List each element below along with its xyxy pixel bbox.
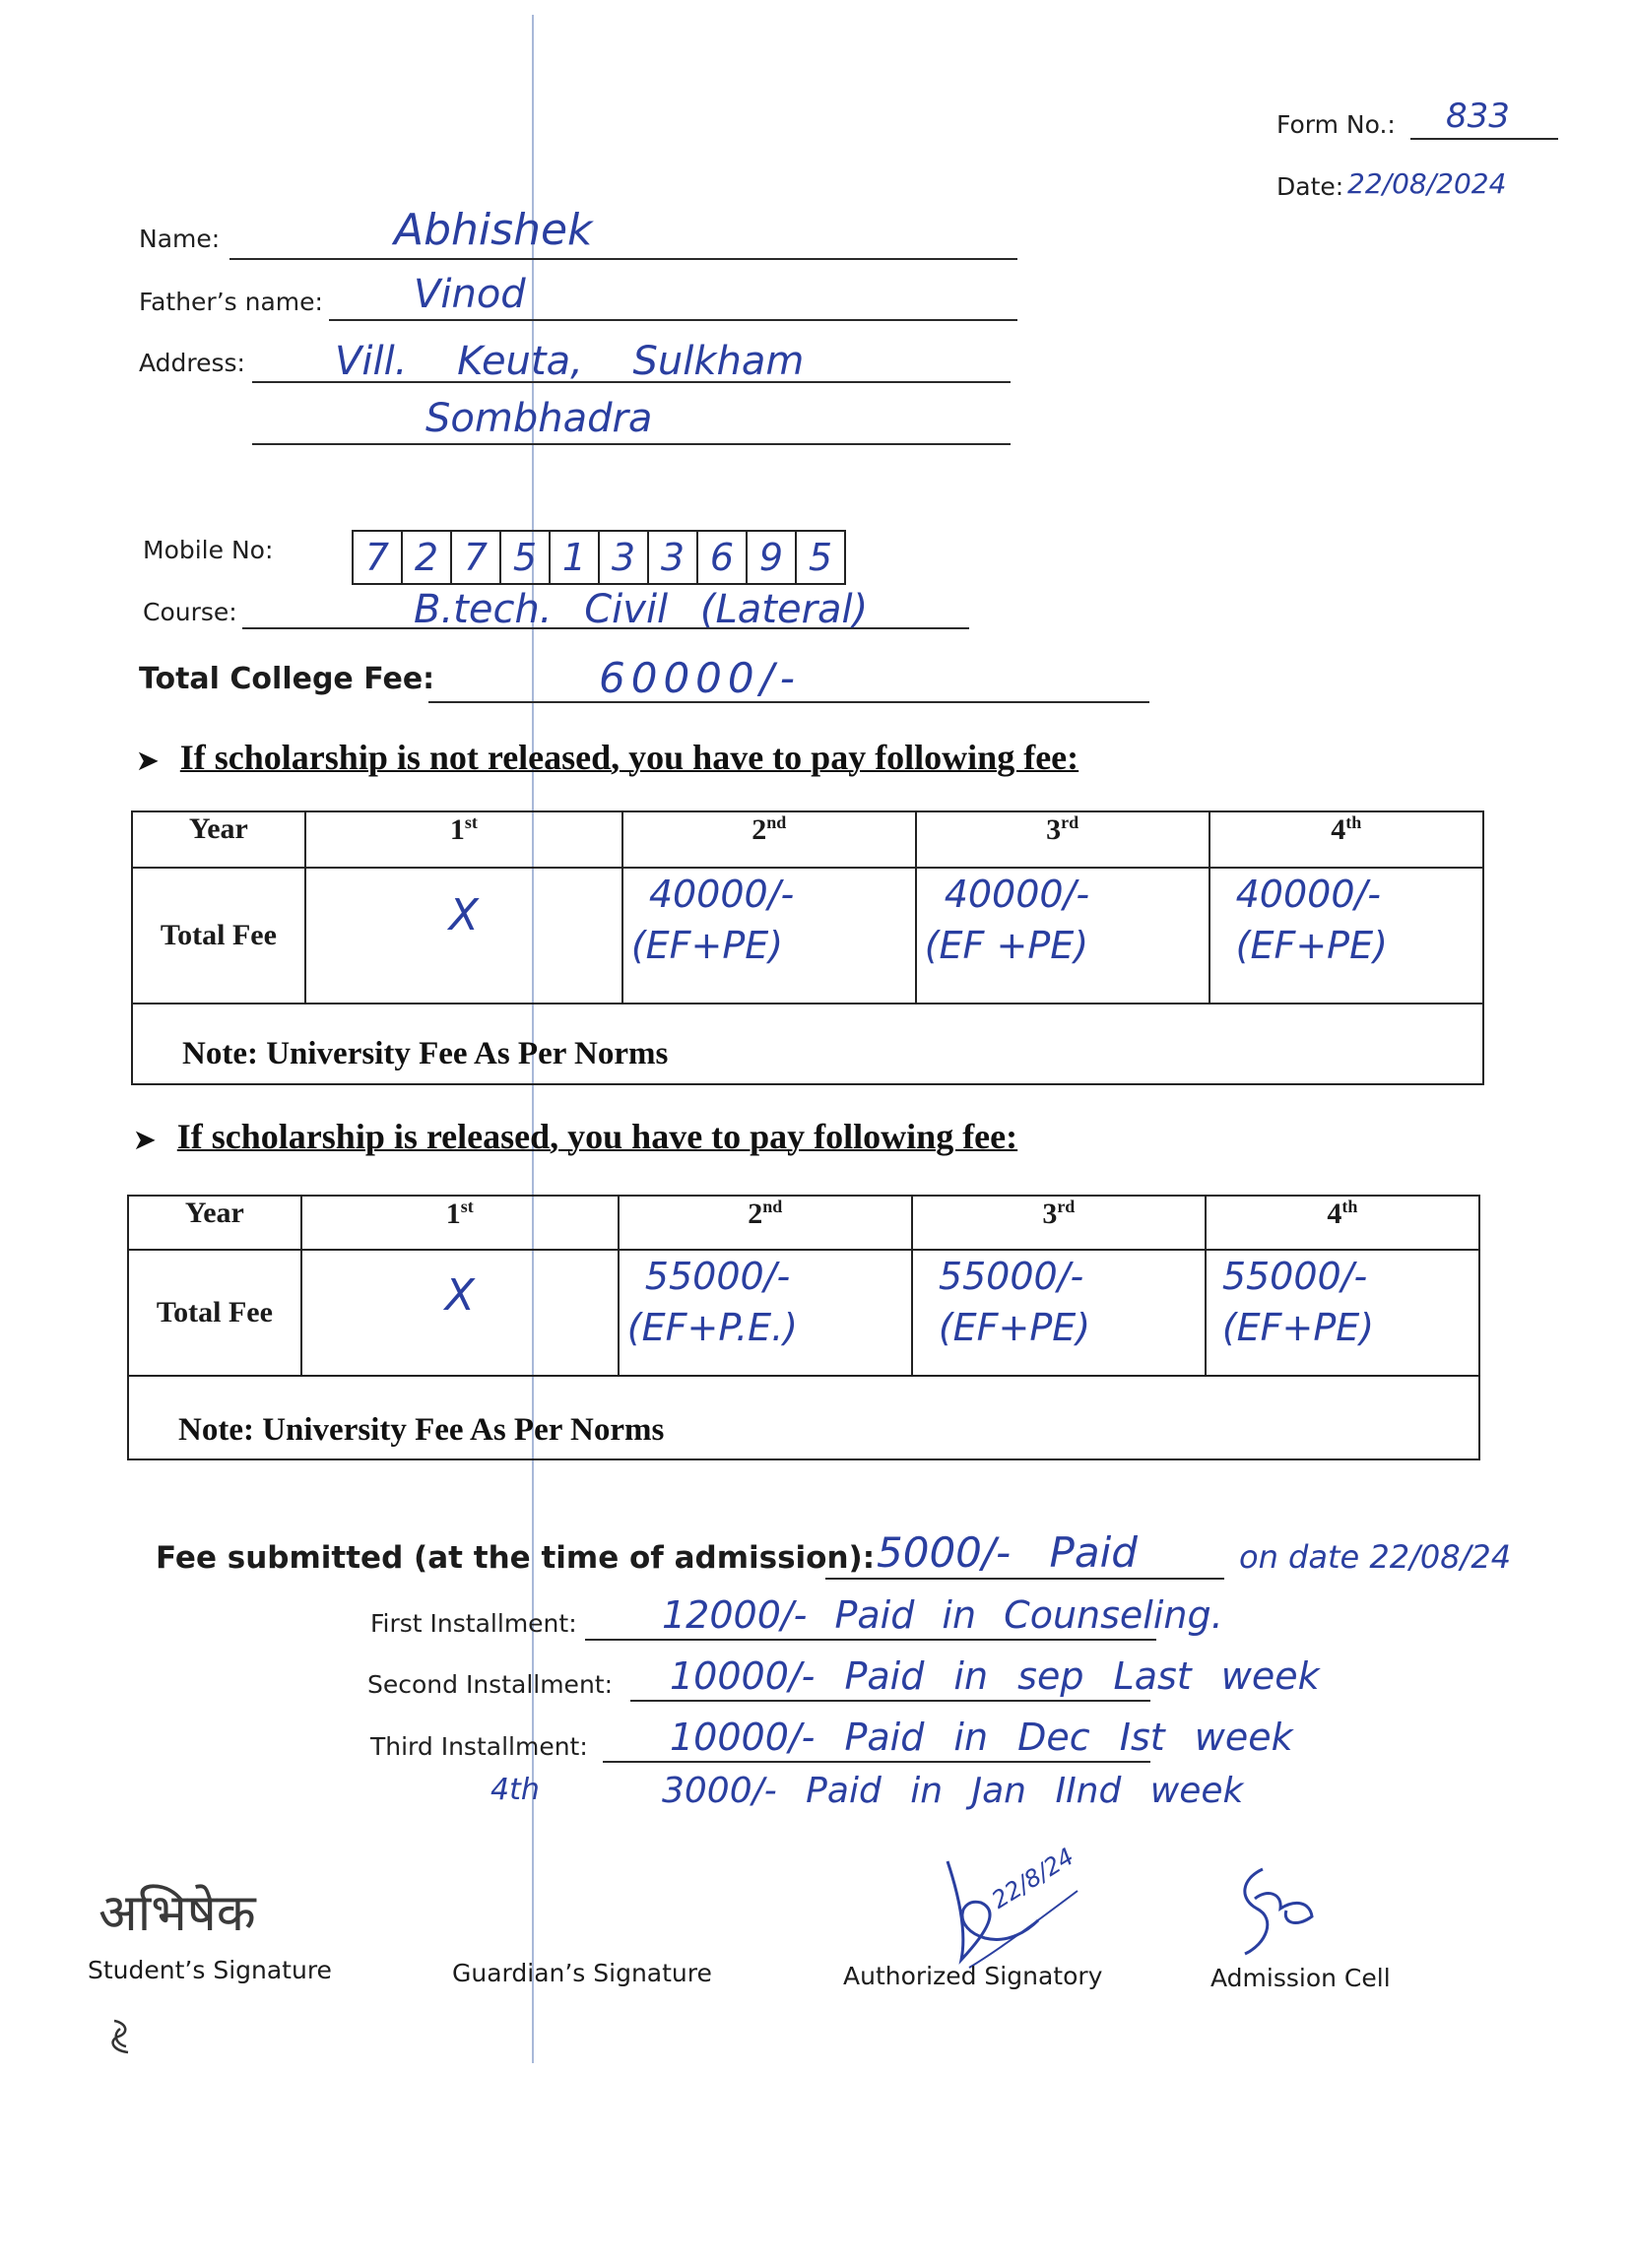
year-4-fee: 55000/- (EF+PE) xyxy=(1206,1250,1479,1376)
fourth-installment-label: 4th xyxy=(490,1773,540,1807)
fee-table-not-released xyxy=(131,810,1484,1085)
mobile-digit: 1 xyxy=(551,532,600,583)
thumb-mark-icon xyxy=(106,2017,136,2058)
year-3-fee: 55000/- (EF+PE) xyxy=(912,1250,1206,1376)
section-not-released-title: If scholarship is not released, you have to pay following fee: xyxy=(179,738,1079,777)
form-no-line xyxy=(1410,138,1558,140)
table-note-row xyxy=(128,1376,1479,1459)
address-label: Address: xyxy=(139,349,245,377)
mobile-digit: 3 xyxy=(600,532,649,583)
father-name-label: Father’s name: xyxy=(139,288,323,316)
total-college-fee-label: Total College Fee: xyxy=(139,662,435,696)
fourth-installment-value: 3000/- Paid in Jan IInd week xyxy=(662,1771,1244,1811)
first-installment-label: First Installment: xyxy=(370,1609,577,1638)
university-fee-note: Note: University Fee As Per Norms xyxy=(182,1036,669,1071)
arrow-bullet-icon: ➤ xyxy=(134,1126,156,1154)
year-3-fee: 40000/- (EF +PE) xyxy=(916,868,1209,1004)
course-label: Course: xyxy=(143,598,237,626)
fee-submitted-line xyxy=(825,1578,1224,1580)
student-signature-label: Student’s Signature xyxy=(88,1956,332,1984)
course-value: B.tech. Civil (Lateral) xyxy=(414,587,869,632)
authorized-signature-date: 22/8/24 xyxy=(987,1842,1079,1914)
mobile-label: Mobile No: xyxy=(143,536,274,564)
admission-cell-signature-mark xyxy=(1227,1859,1336,1968)
year-1-header: 1st xyxy=(301,1196,619,1250)
mobile-digit: 5 xyxy=(501,532,551,583)
guardian-signature-label: Guardian’s Signature xyxy=(452,1959,712,1987)
mobile-digit: 7 xyxy=(452,532,501,583)
mobile-number-boxes xyxy=(352,530,846,585)
year-1-header: 1st xyxy=(305,811,622,868)
father-name-value: Vinod xyxy=(414,272,526,317)
name-value: Abhishek xyxy=(394,205,593,255)
fee-submitted-date: on date 22/08/24 xyxy=(1239,1538,1512,1576)
university-fee-note: Note: University Fee As Per Norms xyxy=(178,1412,665,1448)
section-released-title: If scholarship is released, you have to pay following fee: xyxy=(176,1117,1018,1156)
third-installment-value: 10000/- Paid in Dec Ist week xyxy=(670,1716,1293,1759)
date-value: 22/08/2024 xyxy=(1347,167,1507,200)
address-value-2: Sombhadra xyxy=(425,396,653,441)
year-header: Year xyxy=(128,1196,301,1250)
authorized-signatory-label: Authorized Signatory xyxy=(843,1962,1103,1990)
mobile-digit: 6 xyxy=(698,532,748,583)
first-installment-line xyxy=(585,1639,1156,1641)
year-3-header: 3rd xyxy=(912,1196,1206,1250)
address-line-2 xyxy=(252,443,1011,445)
year-3-header: 3rd xyxy=(916,811,1209,868)
second-installment-label: Second Installment: xyxy=(367,1670,614,1699)
third-installment-label: Third Installment: xyxy=(370,1732,588,1761)
year-2-header: 2nd xyxy=(619,1196,912,1250)
form-no-label: Form No.: xyxy=(1276,110,1396,139)
mobile-digit: 2 xyxy=(403,532,452,583)
fee-submitted-value: 5000/- Paid xyxy=(877,1528,1138,1577)
table-note-row xyxy=(132,1004,1483,1084)
year-2-fee: 40000/- (EF+PE) xyxy=(622,868,916,1004)
year-4-fee: 40000/- (EF+PE) xyxy=(1209,868,1483,1004)
year-4-header: 4th xyxy=(1209,811,1483,868)
arrow-bullet-icon: ➤ xyxy=(137,746,159,775)
second-installment-value: 10000/- Paid in sep Last week xyxy=(670,1654,1320,1698)
year-header: Year xyxy=(132,811,305,868)
address-value-1: Vill. Keuta, Sulkham xyxy=(335,339,805,384)
name-label: Name: xyxy=(139,225,221,253)
mobile-digit: 7 xyxy=(354,532,403,583)
fee-table-released xyxy=(127,1195,1480,1460)
date-label: Date: xyxy=(1276,172,1344,201)
father-name-line xyxy=(329,319,1017,321)
year-2-header: 2nd xyxy=(622,811,916,868)
total-fee-row-label: Total Fee xyxy=(128,1250,301,1376)
mobile-digit: 3 xyxy=(649,532,698,583)
total-fee-row-label: Total Fee xyxy=(132,868,305,1004)
total-college-fee-value: 60000/- xyxy=(599,654,801,702)
mobile-digit: 5 xyxy=(808,536,833,579)
fee-submitted-label: Fee submitted (at the time of admission): xyxy=(156,1540,876,1576)
authorized-signature-mark xyxy=(930,1851,1097,1979)
admission-cell-label: Admission Cell xyxy=(1210,1964,1391,1992)
year-2-fee: 55000/- (EF+P.E.) xyxy=(619,1250,912,1376)
mobile-digit: 9 xyxy=(748,532,797,583)
second-installment-line xyxy=(630,1700,1150,1702)
student-signature-mark: अभिषेक xyxy=(98,1884,256,1943)
year-1-fee: X xyxy=(305,868,622,1004)
year-4-header: 4th xyxy=(1206,1196,1479,1250)
form-no-value: 833 xyxy=(1446,97,1510,136)
third-installment-line xyxy=(603,1761,1150,1763)
name-line xyxy=(229,258,1017,260)
section-not-released-heading xyxy=(137,737,1078,778)
year-1-fee: X xyxy=(301,1250,619,1376)
section-released-heading xyxy=(134,1116,1017,1157)
first-installment-value: 12000/- Paid in Counseling. xyxy=(662,1593,1223,1637)
